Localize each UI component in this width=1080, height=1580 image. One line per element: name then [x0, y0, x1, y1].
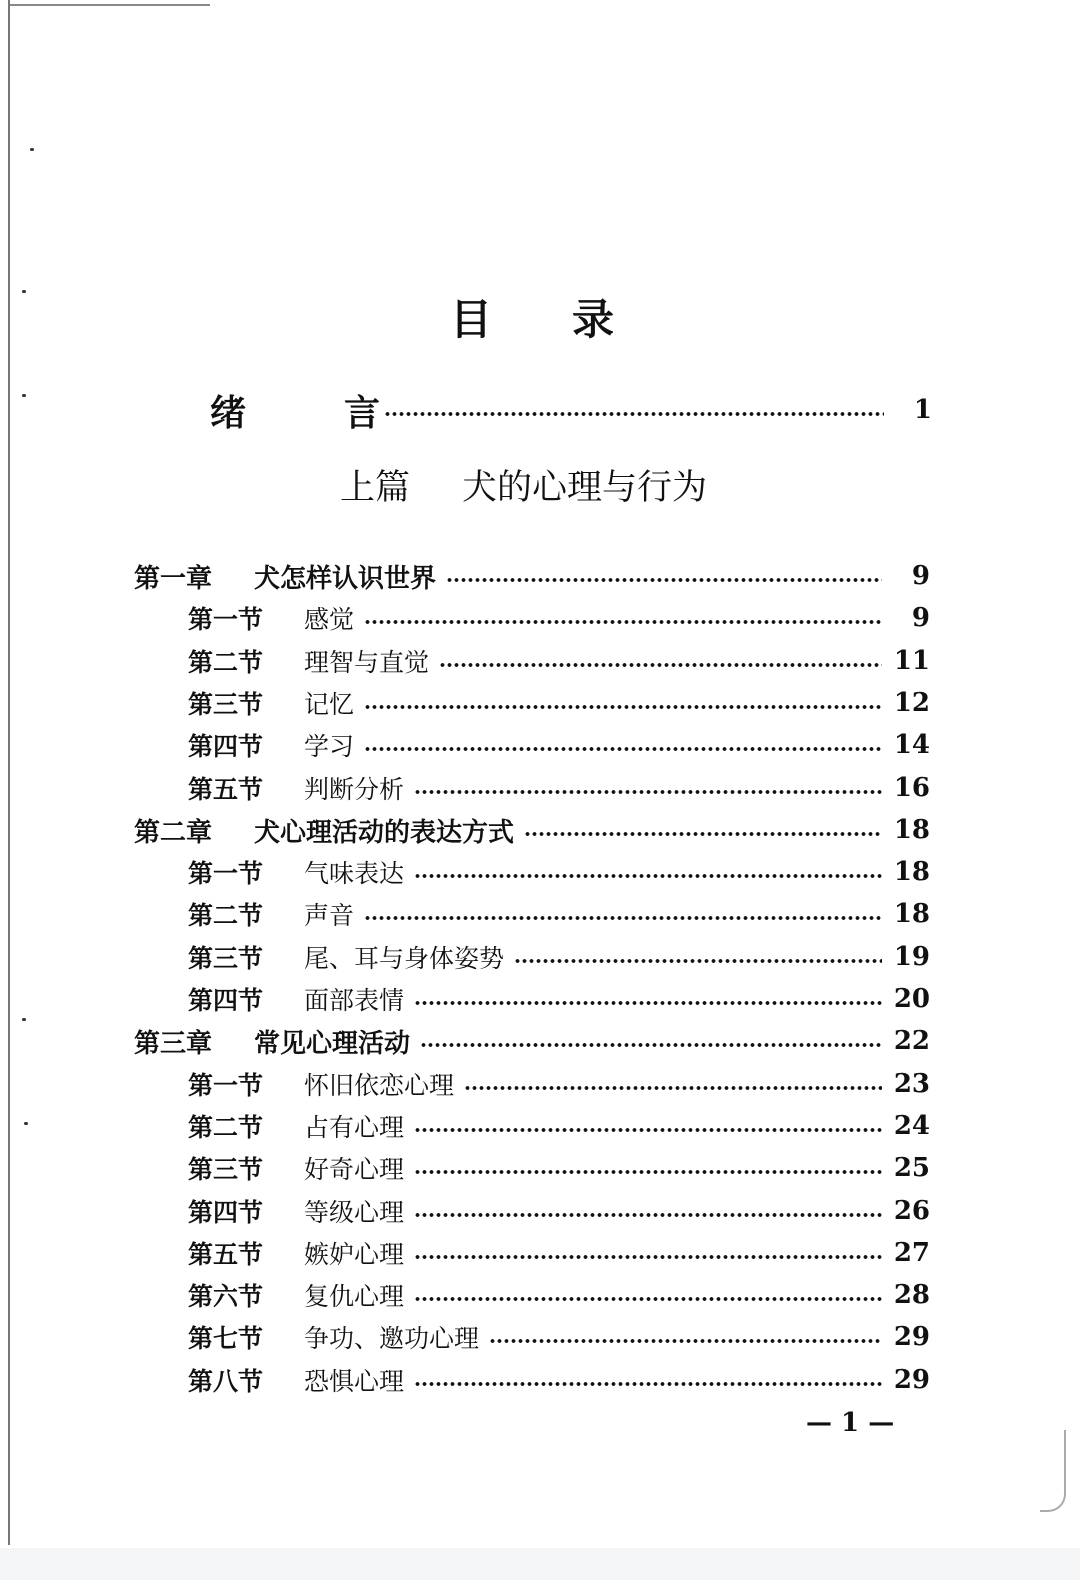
page-footer-number: — 1 — — [806, 1408, 895, 1438]
page-number: 24 — [893, 1111, 930, 1141]
toc-section-row[interactable] — [188, 683, 930, 723]
toc-section-row[interactable] — [188, 1148, 930, 1188]
page-number: 29 — [893, 1322, 930, 1352]
chapter-title: 常见心理活动 — [254, 1028, 411, 1059]
section-label: 第四节 — [188, 1198, 264, 1227]
chapter-label: 第一章 — [134, 563, 213, 594]
page-number: 18 — [893, 899, 930, 929]
section-title: 感觉 — [304, 605, 355, 634]
dot-leader — [384, 398, 884, 422]
toc-section-row[interactable] — [188, 641, 930, 681]
toc-section-row[interactable] — [188, 937, 930, 977]
section-label: 第八节 — [188, 1367, 264, 1396]
intro-label — [210, 385, 380, 436]
dot-leader — [414, 860, 882, 884]
section-title: 气味表达 — [304, 859, 405, 888]
section-title: 尾、耳与身体姿势 — [304, 944, 505, 973]
toc-chapter-row[interactable] — [134, 556, 930, 596]
page-number: 12 — [893, 688, 930, 718]
dot-leader — [414, 1199, 882, 1223]
page-corner-curl — [1040, 1430, 1066, 1512]
dot-leader — [489, 1325, 882, 1349]
section-label: 第一节 — [188, 605, 264, 634]
dot-leader — [414, 1114, 882, 1138]
section-label: 第三节 — [188, 1155, 264, 1184]
section-label: 第二节 — [188, 1113, 264, 1142]
scan-bottom-margin — [0, 1548, 1080, 1580]
toc-intro-row[interactable] — [210, 388, 932, 432]
section-title: 嫉妒心理 — [304, 1240, 405, 1269]
dot-leader — [514, 945, 882, 969]
page-number: 22 — [893, 1026, 930, 1056]
toc-section-row[interactable] — [188, 1191, 930, 1231]
section-title: 好奇心理 — [304, 1155, 405, 1184]
section-title: 面部表情 — [304, 986, 405, 1015]
page-number: 11 — [893, 646, 930, 676]
page-number: 14 — [893, 730, 930, 760]
section-label: 第一节 — [188, 859, 264, 888]
toc-chapter-row[interactable] — [134, 1021, 930, 1061]
section-label: 第七节 — [188, 1324, 264, 1353]
toc-section-row[interactable] — [188, 1317, 930, 1357]
toc-section-row[interactable] — [188, 894, 930, 934]
section-title: 学习 — [304, 732, 355, 761]
page-number: 19 — [893, 942, 930, 972]
scan-speck — [22, 1018, 26, 1021]
chapter-label: 第三章 — [134, 1028, 213, 1059]
part-title: 犬的心理与行为 — [462, 468, 708, 508]
toc-section-row[interactable] — [188, 1064, 930, 1104]
dot-leader — [420, 1029, 882, 1053]
page-number: 23 — [893, 1069, 930, 1099]
toc-section-row[interactable] — [188, 1106, 930, 1146]
dot-leader — [364, 733, 882, 757]
section-title: 争功、邀功心理 — [304, 1324, 480, 1353]
toc-title-char: 目 — [450, 295, 493, 344]
toc-section-row[interactable] — [188, 1233, 930, 1273]
chapter-title: 犬怎样认识世界 — [254, 563, 437, 594]
toc-title — [0, 290, 1080, 350]
dot-leader — [464, 1072, 882, 1096]
dot-leader — [414, 987, 882, 1011]
section-label: 第三节 — [188, 690, 264, 719]
toc-section-row[interactable] — [188, 979, 930, 1019]
page-number: 26 — [893, 1196, 930, 1226]
toc-section-row[interactable] — [188, 725, 930, 765]
section-title: 占有心理 — [304, 1113, 405, 1142]
page-number: 9 — [911, 603, 930, 633]
intro-label-char: 言 — [343, 391, 380, 434]
page-number: 25 — [893, 1153, 930, 1183]
page-number: 1 — [913, 395, 932, 425]
scan-left-edge — [8, 0, 10, 1545]
toc-chapter-row[interactable] — [134, 810, 930, 850]
dot-leader — [524, 818, 882, 842]
section-label: 第四节 — [188, 986, 264, 1015]
scan-speck — [24, 1122, 28, 1125]
section-title: 声音 — [304, 901, 355, 930]
dot-leader — [446, 564, 882, 588]
scan-top-edge — [10, 4, 210, 6]
dot-leader — [414, 1241, 882, 1265]
page-number: 20 — [893, 984, 930, 1014]
section-label: 第二节 — [188, 648, 264, 677]
dot-leader — [439, 649, 882, 673]
dot-leader — [414, 1283, 882, 1307]
section-title: 判断分析 — [304, 775, 405, 804]
section-title: 怀旧依恋心理 — [304, 1071, 455, 1100]
dot-leader — [414, 776, 882, 800]
part-label: 上篇 — [340, 468, 411, 508]
section-label: 第五节 — [188, 775, 264, 804]
chapter-label: 第二章 — [134, 817, 213, 848]
section-label: 第六节 — [188, 1282, 264, 1311]
dot-leader — [414, 1156, 882, 1180]
toc-section-row[interactable] — [188, 768, 930, 808]
page-number: 18 — [893, 857, 930, 887]
page-number: 27 — [893, 1238, 930, 1268]
dot-leader — [364, 902, 882, 926]
page-number: 9 — [911, 561, 930, 591]
section-label: 第三节 — [188, 944, 264, 973]
page-number: 28 — [893, 1280, 930, 1310]
scan-speck — [30, 148, 34, 151]
section-label: 第四节 — [188, 732, 264, 761]
section-title: 理智与直觉 — [304, 648, 430, 677]
toc-section-row[interactable] — [188, 598, 930, 638]
page-number: 18 — [893, 815, 930, 845]
toc-title-char: 录 — [572, 295, 615, 344]
dot-leader — [414, 1368, 882, 1392]
section-title: 记忆 — [304, 690, 355, 719]
section-title: 恐惧心理 — [304, 1367, 405, 1396]
section-title: 复仇心理 — [304, 1282, 405, 1311]
section-label: 第一节 — [188, 1071, 264, 1100]
toc-section-row[interactable] — [188, 852, 930, 892]
page-number: 16 — [893, 773, 930, 803]
section-label: 第二节 — [188, 901, 264, 930]
toc-section-row[interactable] — [188, 1275, 930, 1315]
page-number: 29 — [893, 1365, 930, 1395]
toc-section-row[interactable] — [188, 1360, 930, 1400]
section-title: 等级心理 — [304, 1198, 405, 1227]
dot-leader — [364, 691, 882, 715]
section-label: 第五节 — [188, 1240, 264, 1269]
intro-label-char: 绪 — [210, 391, 247, 434]
scan-speck — [22, 394, 26, 397]
dot-leader — [364, 606, 882, 630]
chapter-title: 犬心理活动的表达方式 — [254, 817, 515, 848]
